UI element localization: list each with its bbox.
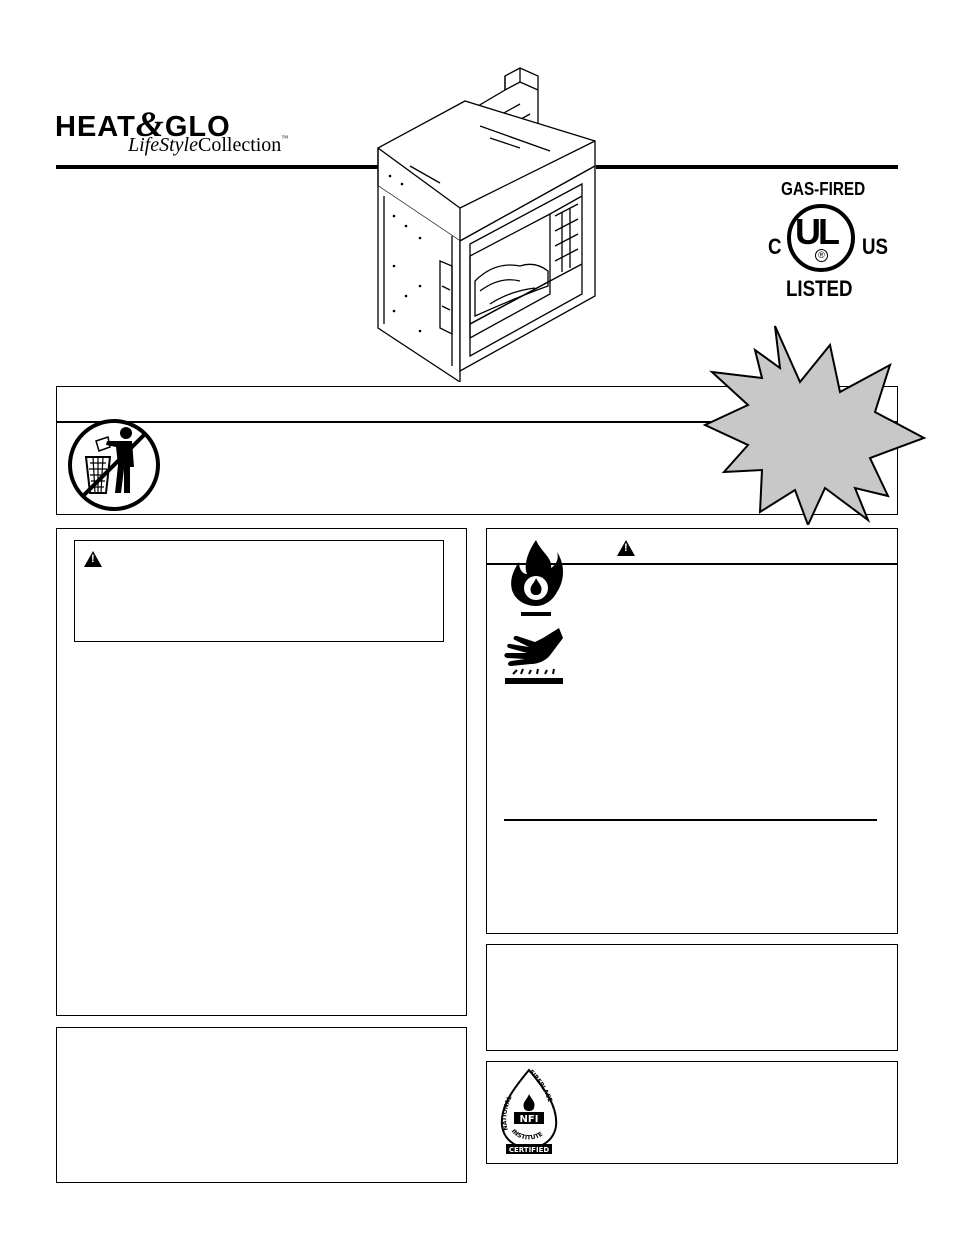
nfi-arc-right: FIREPLACE	[527, 1068, 554, 1104]
warning-triangle-icon	[617, 540, 635, 556]
flame-icon	[507, 538, 565, 618]
warning-triangle-icon	[84, 551, 102, 567]
brand-sub-mark: ™	[281, 134, 289, 142]
ul-listed: LISTED	[786, 276, 853, 301]
brand-sub-regular: Collection	[197, 134, 282, 156]
left-warning-inner-box	[74, 540, 444, 642]
ul-us: US	[862, 234, 888, 259]
left-lower-box	[56, 1027, 467, 1183]
no-littering-icon	[66, 417, 162, 513]
nfi-arc-left: NATIONAL	[501, 1094, 514, 1132]
fireplace-illustration	[370, 66, 598, 382]
ul-c: C	[768, 234, 782, 259]
brand-name-right: GLO	[164, 111, 231, 143]
hot-surface-hand-icon	[503, 624, 565, 686]
right-warning-divider	[504, 819, 877, 821]
brand-collection	[128, 135, 288, 155]
starburst-icon	[700, 320, 930, 525]
nfi-ribbon-text: CERTIFIED	[508, 1146, 550, 1154]
nfi-certified-badge	[496, 1068, 562, 1156]
right-middle-box	[486, 944, 898, 1051]
ul-registered: ®	[815, 249, 828, 262]
header-rule-left	[56, 165, 378, 169]
nfi-center-text: NFI	[519, 1114, 539, 1125]
ul-logo: UL	[795, 211, 837, 252]
header-rule-right	[596, 165, 898, 169]
brand-sub-italic: LifeStyle	[128, 134, 198, 156]
brand-name-left: HEAT	[55, 111, 136, 143]
brand-ampersand: &	[135, 104, 165, 144]
nfi-lower-text: INSTITUTE	[509, 1128, 545, 1142]
ul-gas-fired: GAS-FIRED	[781, 179, 866, 199]
